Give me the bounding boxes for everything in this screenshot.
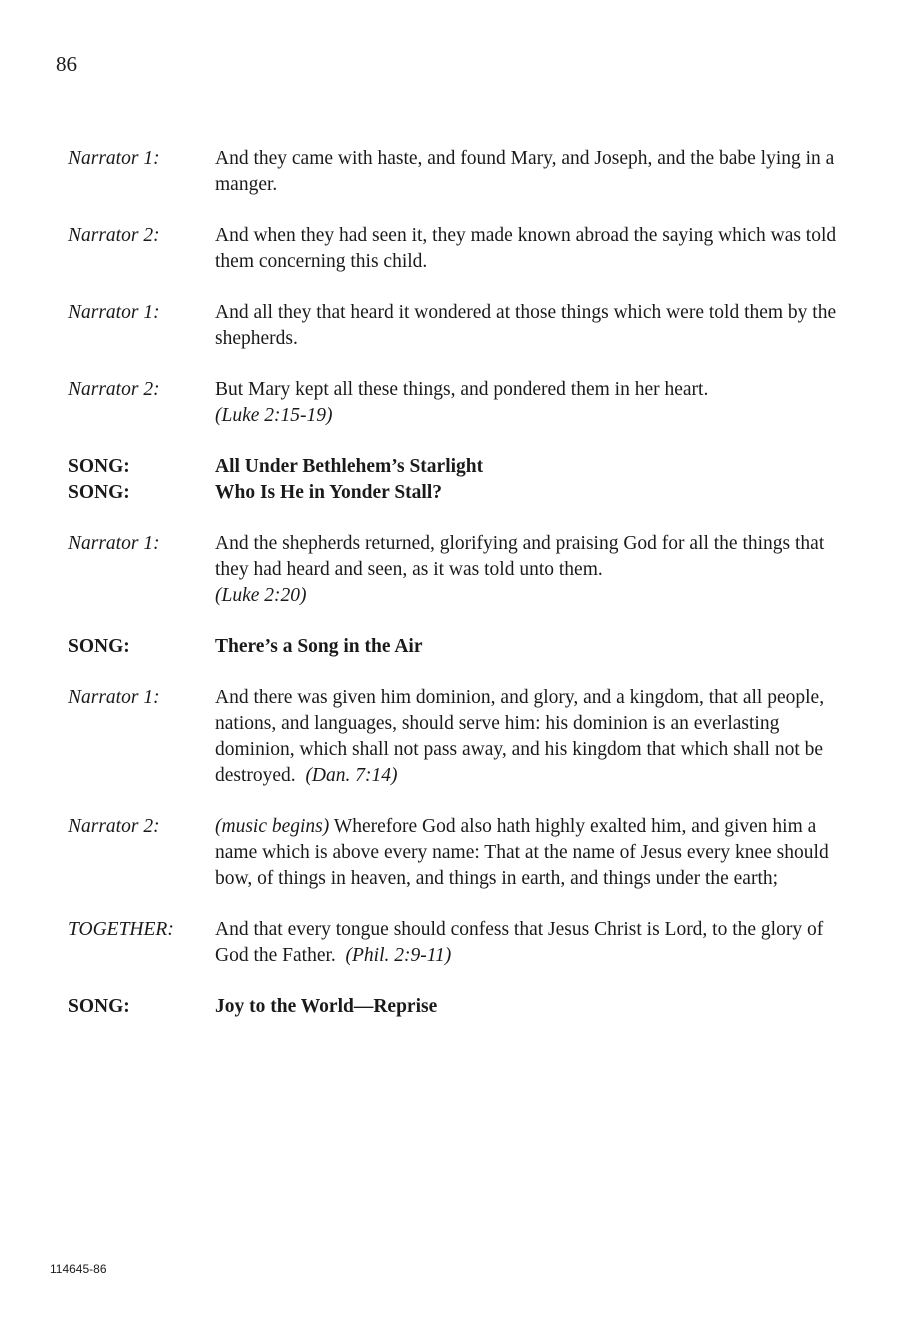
spoken-line: And the shepherds returned, glorifying and praising God for all the things that they had heard and seen, as it was told unto them.	[215, 533, 825, 580]
spoken-line-group	[215, 814, 838, 892]
spoken-line: And there was given him dominion, and glory, and a kingdom, that all people, nations, and languages, should serve him: his dominion is an everlasting dominion, which shall not pass away, and his kingdom that which shall not be destroyed.	[215, 687, 825, 786]
song-label: SONG:	[68, 456, 130, 477]
page-number: 86	[56, 52, 77, 76]
spoken-line: And they came with haste, and found Mary, and Joseph, and the babe lying in a manger.	[215, 148, 835, 195]
song-title: Who Is He in Yonder Stall?	[215, 482, 443, 503]
script-entry	[68, 223, 838, 275]
stage-direction: (music begins)	[215, 816, 330, 837]
song-entry	[68, 634, 838, 660]
script-body	[68, 146, 838, 1045]
spoken-line: And when they had seen it, they made known abroad the saying which was told them concerning this child.	[215, 225, 837, 272]
script-entry	[68, 531, 838, 609]
spoken-line-group	[215, 531, 838, 609]
song-entry	[68, 454, 838, 480]
speaker-label: Narrator 1:	[68, 148, 160, 169]
footer-code: 114645-86	[50, 1262, 107, 1276]
speaker-label: Narrator 2:	[68, 225, 160, 246]
script-entry	[68, 300, 838, 352]
speaker-label: Narrator 1:	[68, 687, 160, 708]
script-entry	[68, 917, 838, 969]
scripture-citation: (Dan. 7:14)	[305, 765, 398, 786]
scripture-citation: (Luke 2:15-19)	[215, 405, 333, 426]
spoken-line: But Mary kept all these things, and pondered them in her heart.	[215, 379, 709, 400]
song-title: There’s a Song in the Air	[215, 636, 423, 657]
scripture-citation: (Phil. 2:9-11)	[345, 945, 452, 966]
speaker-label: TOGETHER:	[68, 919, 174, 940]
spoken-line-group	[215, 917, 838, 969]
song-label: SONG:	[68, 636, 130, 657]
speaker-label: Narrator 1:	[68, 302, 160, 323]
song-label: SONG:	[68, 482, 130, 503]
script-entry	[68, 146, 838, 198]
song-title: Joy to the World—Reprise	[215, 996, 438, 1017]
song-entry	[68, 994, 838, 1020]
speaker-label: Narrator 2:	[68, 379, 160, 400]
spoken-line: And all they that heard it wondered at those things which were told them by the shepherds.	[215, 302, 837, 349]
speaker-label: Narrator 2:	[68, 816, 160, 837]
spoken-line: Wherefore God also hath highly exalted him, and given him a name which is above every name: That at the name of Jesus every knee should bow, of things in heaven, and things in earth, and things under the earth;	[215, 816, 829, 889]
song-title: All Under Bethlehem’s Starlight	[215, 456, 484, 477]
spoken-line-group	[215, 377, 838, 429]
script-entry	[68, 685, 838, 789]
scripture-citation: (Luke 2:20)	[215, 585, 307, 606]
spoken-line-group	[215, 685, 838, 789]
speaker-label: Narrator 1:	[68, 533, 160, 554]
script-entry	[68, 377, 838, 429]
song-entry	[68, 480, 838, 506]
song-label: SONG:	[68, 996, 130, 1017]
script-entry	[68, 814, 838, 892]
spoken-line: And that every tongue should confess that Jesus Christ is Lord, to the glory of God the Father.	[215, 919, 824, 966]
